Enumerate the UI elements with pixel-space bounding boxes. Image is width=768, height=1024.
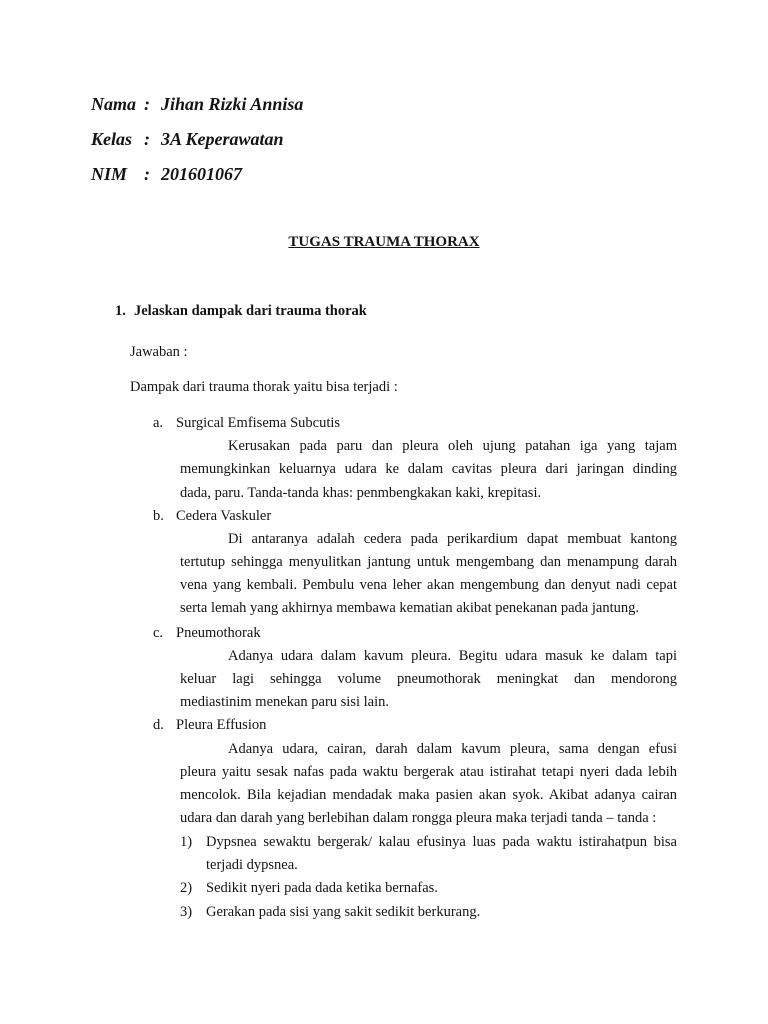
section-b-line-4: serta lemah yang akhirnya membawa kematian akibat penekanan pada jantung. xyxy=(180,600,639,616)
section-b-line-1: Di antaranya adalah cedera pada perikardium dapat membuat kantong xyxy=(228,531,677,547)
section-a-heading xyxy=(0,413,768,433)
section-d-line-3: mencolok. Bila kejadian mendadak maka pasien akan syok. Akibat adanya cairan xyxy=(180,787,677,803)
header-name-row xyxy=(0,93,768,115)
list-item-continuation: terjadi dypsnea. xyxy=(206,857,298,873)
list-item-number: 2) xyxy=(180,880,193,896)
list-item-number: 3) xyxy=(180,904,193,920)
section-c-line-1: Adanya udara dalam kavum pleura. Begitu udara masuk ke dalam tapi xyxy=(228,648,677,664)
nim-label: NIM xyxy=(91,164,128,184)
answer-intro: Dampak dari trauma thorak yaitu bisa terjadi : xyxy=(130,379,398,395)
section-letter: c. xyxy=(153,625,164,641)
header-class-row xyxy=(0,128,768,150)
section-a-line-1: Kerusakan pada paru dan pleura oleh ujung patahan iga yang tajam xyxy=(228,438,677,454)
section-a-line-3: dada, paru. Tanda-tanda khas: penmbengkakan kaki, krepitasi. xyxy=(180,485,542,501)
section-letter: b. xyxy=(153,508,164,524)
section-d-line-2: pleura yaitu sesak nafas pada waktu bergerak atau istirahat tetapi nyeri dada lebih xyxy=(180,764,677,780)
name-colon: : xyxy=(144,94,150,114)
section-title: Surgical Emfisema Subcutis xyxy=(176,415,341,431)
section-b-line-3: vena yang kembali. Pembulu vena leher akan mengembung dan denyut nadi cepat xyxy=(180,577,677,593)
section-letter: a. xyxy=(153,415,164,431)
list-item-number: 1) xyxy=(180,834,193,850)
section-c-heading xyxy=(0,623,768,643)
section-title: Cedera Vaskuler xyxy=(176,508,272,524)
section-d-line-4: udara dan darah yang berlebihan dalam rongga pleura maka terjadi tanda – tanda : xyxy=(180,810,657,826)
class-label: Kelas xyxy=(91,129,133,149)
class-value: 3A Keperawatan xyxy=(161,129,284,149)
section-a-line-2: memungkinkan keluarnya udara ke dalam cavitas pleura dari jaringan dinding xyxy=(180,461,677,477)
list-item-text: Dypsnea sewaktu bergerak/ kalau efusinya luas pada waktu istirahatpun bisa xyxy=(206,834,677,850)
section-c-line-3: mediastinim menekan paru sisi lain. xyxy=(180,694,389,710)
section-title: Pneumothorak xyxy=(176,625,261,641)
section-d-heading xyxy=(0,715,768,735)
list-item xyxy=(0,878,768,898)
answer-label: Jawaban : xyxy=(130,344,188,360)
name-label: Nama xyxy=(91,94,136,114)
section-title: Pleura Effusion xyxy=(176,717,267,733)
list-item-text: Gerakan pada sisi yang sakit sedikit berkurang. xyxy=(206,904,481,920)
header-nim-row xyxy=(0,163,768,185)
section-d-line-1: Adanya udara, cairan, darah dalam kavum pleura, sama dengan efusi xyxy=(228,741,677,757)
class-colon: : xyxy=(144,129,150,149)
section-b-heading xyxy=(0,506,768,526)
section-c-line-2: keluar lagi sehingga volume pneumothorak meningkat dan mendorong xyxy=(180,671,677,687)
question-text: Jelaskan dampak dari trauma thorak xyxy=(134,303,367,319)
question-row xyxy=(0,303,768,323)
list-item xyxy=(0,902,768,922)
list-item xyxy=(0,832,768,852)
nim-colon: : xyxy=(144,164,150,184)
name-value: Jihan Rizki Annisa xyxy=(161,94,304,114)
section-letter: d. xyxy=(153,717,164,733)
list-item-text: Sedikit nyeri pada dada ketika bernafas. xyxy=(206,880,438,896)
nim-value: 201601067 xyxy=(161,164,242,184)
question-number: 1. xyxy=(115,303,126,319)
section-b-line-2: tertutup sehingga menyulitkan jantung untuk mengembang dan menampung darah xyxy=(180,554,677,570)
page-title: TUGAS TRAUMA THORAX xyxy=(288,234,480,250)
